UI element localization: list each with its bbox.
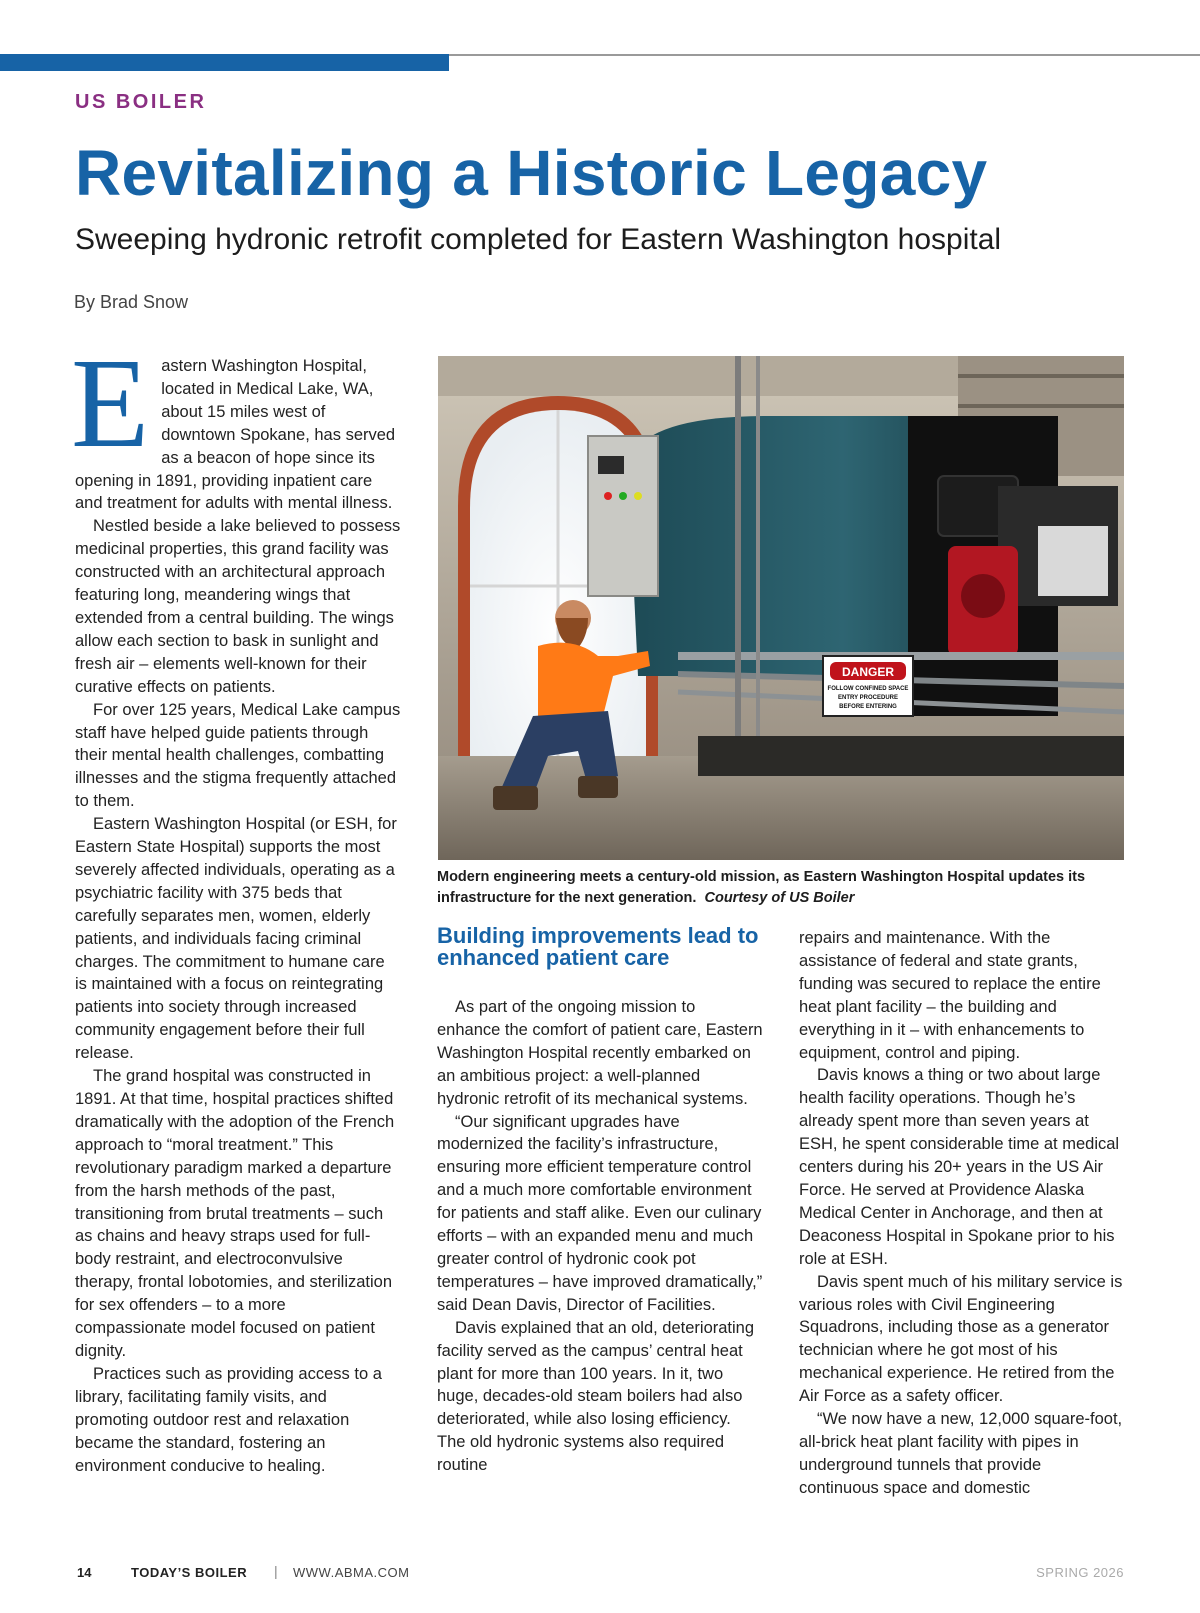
issue-label: SPRING 2026 <box>1036 1565 1124 1580</box>
paragraph: As part of the ongoing mission to enhance the comfort of patient care, Eastern Washington Hospital recently embarked on an ambitious project: a well-planned hydronic retrofit of its mechanical systems. <box>437 998 763 1108</box>
caption-text: Modern engineering meets a century-old mission, as Eastern Washington Hospital updates its infrastructure for the next generation. <box>437 869 1086 906</box>
danger-sign-line: ENTRY PROCEDURE <box>837 695 899 701</box>
top-rule <box>449 54 1200 56</box>
paragraph: “We now have a new, 12,000 square-foot, all-brick heat plant facility with pipes in underground tunnels that provide continuous space and domestic <box>799 1410 1123 1497</box>
footer-separator: | <box>274 1563 278 1579</box>
article-subhead: Sweeping hydronic retrofit completed for Eastern Washington hospital <box>75 223 1002 256</box>
photo-credit: Courtesy of US Boiler <box>704 889 855 906</box>
paragraph: “Our significant upgrades have modernized the facility’s infrastructure, ensuring more efficient temperature control and a much more comfortable environment for patients and staff alike. Even our culinary efforts – with an expanded menu and much greater control of hydronic cook pot temperatures – have improved dramatically,” said Dean Davis, Director of Facilities. <box>437 1112 763 1314</box>
article-column-1 <box>71 332 401 1477</box>
page-number: 14 <box>77 1565 92 1580</box>
article-column-3 <box>799 927 1125 1500</box>
article-column-2 <box>437 996 763 1477</box>
photo-caption <box>437 867 1127 908</box>
top-accent-bar <box>0 54 449 71</box>
paragraph: Eastern Washington Hospital (or ESH, for Eastern State Hospital) supports the most severely affected individuals, operating as a psychiatric facility with 375 beds that carefully separates men, women, elderly patients, and individuals facing criminal charges. The commitment to humane care is maintained with a focus on reintegrating patients into society through increased community engagement before their full release. <box>75 815 397 1063</box>
paragraph: Davis explained that an old, deteriorating facility served as the campus’ central heat plant for more than 100 years. In it, two huge, decades-old steam boilers had also deteriorated, while also losing efficiency. The old hydronic systems also required routine <box>437 1318 755 1475</box>
paragraph: Nestled beside a lake believed to possess medicinal properties, this grand facility was constructed with an architectural approach featuring long, meandering wings that extended from a central building. The wings allow each section to bask in sunlight and fresh air – elements well-known for their curative effects on patients. <box>75 517 401 696</box>
byline: By Brad Snow <box>74 292 189 312</box>
section-kicker: US BOILER <box>75 91 207 113</box>
section-heading: Building improvements lead to enhanced patient care <box>437 923 759 970</box>
danger-sign-title: DANGER <box>841 665 895 679</box>
paragraph: Practices such as providing access to a library, facilitating family visits, and promoting outdoor rest and relaxation became the standard, fostering an environment conducive to healing. <box>75 1364 382 1475</box>
drop-cap: E <box>71 332 150 474</box>
article-headline: Revitalizing a Historic Legacy <box>75 137 988 209</box>
paragraph: repairs and maintenance. With the assistance of federal and state grants, funding was secured to replace the entire heat plant facility – the building and everything in it – with enhancements to equipment, control and piping. <box>799 929 1101 1062</box>
magazine-name: TODAY’S BOILER <box>131 1565 248 1580</box>
paragraph: Davis knows a thing or two about large health facility operations. Though he’s already spent more than seven years at ESH, he spent considerable time at medical centers during his 20+ years in the US Air Force. He served at Providence Alaska Medical Center in Anchorage, and then at Deaconess Hospital in Spokane prior to his role at ESH. <box>799 1066 1120 1268</box>
danger-sign-line: FOLLOW CONFINED SPACE <box>827 686 909 692</box>
footer-url-link[interactable]: WWW.ABMA.COM <box>293 1565 410 1580</box>
paragraph: Eastern Washington Hospital, located in Medical Lake, WA, about 15 miles west of downtown Spokane, has served as a beacon of hope since its opening in 1891, providing inpatient care and treatment for adults with mental illness. <box>71 332 396 513</box>
paragraph: Davis spent much of his military service is various roles with Civil Engineering Squadrons, including those as a generator technician where he got most of his mechanical experience. He retired from the Air Force as a safety officer. <box>799 1272 1123 1406</box>
paragraph: For over 125 years, Medical Lake campus staff have helped guide patients through their mental health challenges, combatting illnesses and the stigma frequently attached to them. <box>75 700 401 811</box>
boiler-room-photo <box>438 356 1124 860</box>
paragraph: The grand hospital was constructed in 1891. At that time, hospital practices shifted dramatically with the adoption of the French approach to “moral treatment.” This revolutionary paradigm marked a departure from the harsh methods of the past, transitioning from brutal treatments – such as chains and heavy straps used for full-body restraint, and electroconvulsive therapy, frontal lobotomies, and sterilization for sex offenders – to a more compassionate model focused on patient dignity. <box>75 1067 395 1360</box>
danger-sign-line: BEFORE ENTERING <box>839 704 897 710</box>
